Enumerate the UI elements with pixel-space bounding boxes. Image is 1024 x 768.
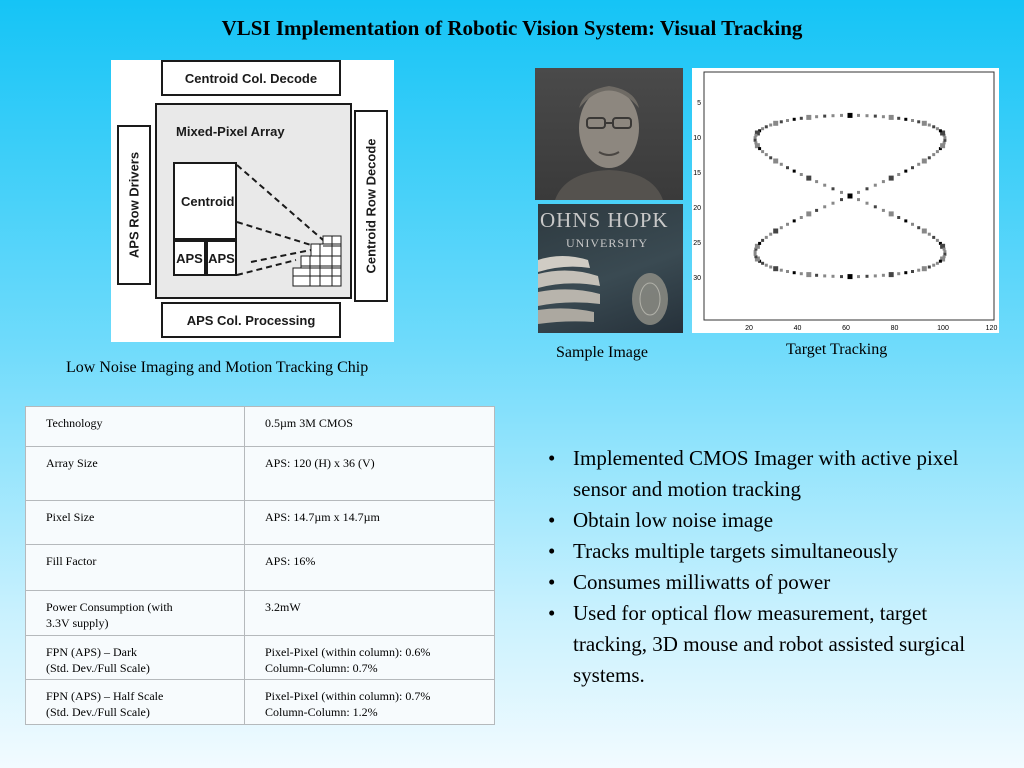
target-tracking-caption: Target Tracking bbox=[786, 341, 888, 358]
track-point bbox=[773, 229, 778, 234]
chip-diagram-lines bbox=[111, 60, 394, 342]
aps-block-1 bbox=[173, 240, 206, 276]
track-point bbox=[769, 266, 772, 269]
spec-value-cell bbox=[245, 545, 495, 591]
track-point bbox=[917, 163, 920, 166]
track-point bbox=[769, 156, 772, 159]
chip-block-diagram bbox=[111, 60, 394, 342]
feature-bullet-list bbox=[548, 443, 998, 691]
track-point bbox=[758, 242, 761, 245]
track-point bbox=[943, 250, 946, 253]
track-point bbox=[823, 205, 826, 208]
track-point bbox=[922, 121, 927, 126]
track-point bbox=[939, 129, 942, 132]
spec-value-cell-line: 0.5µm 3M CMOS bbox=[265, 416, 353, 430]
track-point bbox=[754, 253, 757, 256]
track-point bbox=[815, 115, 818, 118]
track-point bbox=[754, 250, 757, 253]
track-point bbox=[786, 223, 789, 226]
x-tick-label: 60 bbox=[842, 325, 850, 332]
specification-table bbox=[25, 406, 495, 725]
spec-label-cell-line: (Std. Dev./Full Scale) bbox=[46, 661, 150, 675]
track-point bbox=[889, 115, 894, 120]
track-point bbox=[848, 113, 853, 118]
sign-text-1: OHNS HOPK bbox=[540, 208, 669, 232]
track-point bbox=[882, 274, 885, 277]
spec-value-cell bbox=[245, 407, 495, 447]
track-point bbox=[932, 125, 935, 128]
aps-block-2 bbox=[206, 240, 237, 276]
track-point bbox=[823, 184, 826, 187]
track-point bbox=[922, 159, 927, 164]
spec-table-row bbox=[26, 447, 495, 501]
chip-caption: Low Noise Imaging and Motion Tracking Chip bbox=[66, 359, 369, 376]
hand-photo-art bbox=[538, 204, 683, 333]
spec-table-row bbox=[26, 636, 495, 680]
centroid-label: Centroid bbox=[181, 194, 235, 209]
track-point bbox=[897, 117, 900, 120]
track-point bbox=[800, 216, 803, 219]
spec-value-cell-line: APS: 120 (H) x 36 (V) bbox=[265, 456, 375, 470]
track-point bbox=[848, 194, 853, 199]
track-point bbox=[832, 187, 835, 190]
spec-value-cell bbox=[245, 447, 495, 501]
track-point bbox=[773, 159, 778, 164]
track-point bbox=[917, 269, 920, 272]
spec-value-cell bbox=[245, 680, 495, 725]
track-point bbox=[928, 156, 931, 159]
track-point bbox=[917, 226, 920, 229]
track-point bbox=[832, 202, 835, 205]
centroid-col-decode-block bbox=[161, 60, 341, 96]
track-point bbox=[904, 271, 907, 274]
x-tick-label: 20 bbox=[745, 325, 753, 332]
track-point bbox=[904, 170, 907, 173]
track-point bbox=[917, 120, 920, 123]
track-point bbox=[857, 114, 860, 117]
track-point bbox=[761, 127, 764, 130]
track-point bbox=[840, 275, 843, 278]
sample-image-caption: Sample Image bbox=[556, 344, 648, 361]
track-point bbox=[889, 272, 894, 277]
track-point bbox=[765, 153, 768, 156]
track-point bbox=[761, 262, 764, 265]
track-point bbox=[939, 260, 942, 263]
track-point bbox=[866, 202, 869, 205]
track-point bbox=[932, 153, 935, 156]
track-point bbox=[765, 236, 768, 239]
track-point bbox=[866, 275, 869, 278]
spec-label-cell-line: FPN (APS) – Half Scale bbox=[46, 689, 164, 703]
aps-col-processing-block bbox=[161, 302, 341, 338]
track-point bbox=[936, 239, 939, 242]
track-point bbox=[943, 248, 946, 251]
spec-label-cell-line: 3.3V supply) bbox=[46, 616, 109, 630]
track-point bbox=[897, 272, 900, 275]
spec-label-cell bbox=[26, 447, 245, 501]
track-point bbox=[928, 233, 931, 236]
track-point bbox=[936, 262, 939, 265]
y-tick-label: 15 bbox=[693, 170, 701, 177]
track-point bbox=[922, 229, 927, 234]
track-point bbox=[823, 115, 826, 118]
track-point bbox=[840, 114, 843, 117]
track-point bbox=[943, 139, 946, 142]
track-point bbox=[806, 115, 811, 120]
spec-label-cell bbox=[26, 591, 245, 636]
track-point bbox=[874, 184, 877, 187]
track-point bbox=[840, 191, 843, 194]
track-point bbox=[840, 198, 843, 201]
track-point bbox=[806, 211, 811, 216]
track-point bbox=[932, 236, 935, 239]
track-point bbox=[780, 120, 783, 123]
track-point bbox=[928, 124, 931, 127]
track-point bbox=[815, 209, 818, 212]
slide-title: VLSI Implementation of Robotic Vision System: Visual Tracking bbox=[221, 16, 803, 40]
centroid-col-decode-label: Centroid Col. Decode bbox=[184, 70, 318, 86]
track-point bbox=[911, 119, 914, 122]
spec-label-cell bbox=[26, 680, 245, 725]
track-point bbox=[897, 216, 900, 219]
track-point bbox=[773, 121, 778, 126]
spec-label-cell-line: Array Size bbox=[46, 456, 98, 470]
mixed-pixel-array-label: Mixed-Pixel Array bbox=[176, 124, 285, 139]
spec-value-cell bbox=[245, 636, 495, 680]
spec-value-cell-line: Pixel-Pixel (within column): 0.7% bbox=[265, 689, 431, 703]
spec-table-row bbox=[26, 545, 495, 591]
track-point bbox=[773, 266, 778, 271]
track-point bbox=[786, 119, 789, 122]
spec-table-row bbox=[26, 591, 495, 636]
sign-text-2: UNIVERSITY bbox=[566, 236, 648, 250]
aps-row-drivers-label: APS Row Drivers bbox=[126, 151, 142, 259]
track-point bbox=[765, 125, 768, 128]
spec-label-cell bbox=[26, 545, 245, 591]
track-point bbox=[769, 233, 772, 236]
track-point bbox=[832, 114, 835, 117]
y-tick-label: 5 bbox=[697, 100, 701, 107]
track-point bbox=[882, 180, 885, 183]
centroid-row-decode-label: Centroid Row Decode bbox=[363, 138, 379, 274]
x-tick-label: 100 bbox=[937, 325, 949, 332]
track-point bbox=[761, 150, 764, 153]
track-point bbox=[793, 170, 796, 173]
target-tracking-plot bbox=[692, 68, 999, 333]
spec-label-cell-line: Power Consumption (with bbox=[46, 600, 173, 614]
aps-label-2: APS bbox=[208, 250, 235, 266]
track-point bbox=[806, 272, 811, 277]
spec-value-cell-line: Column-Column: 1.2% bbox=[265, 705, 378, 719]
spec-value-cell-line: 3.2mW bbox=[265, 600, 301, 614]
spec-label-cell-line: (Std. Dev./Full Scale) bbox=[46, 705, 150, 719]
sample-image-face bbox=[535, 68, 683, 200]
track-point bbox=[874, 115, 877, 118]
spec-label-cell bbox=[26, 636, 245, 680]
track-point bbox=[866, 187, 869, 190]
track-point bbox=[800, 272, 803, 275]
track-point bbox=[904, 118, 907, 121]
spec-label-cell bbox=[26, 407, 245, 447]
aps-label-1: APS bbox=[176, 250, 203, 266]
track-point bbox=[882, 115, 885, 118]
track-point bbox=[911, 270, 914, 273]
spec-value-cell-line: APS: 16% bbox=[265, 554, 316, 568]
x-tick-label: 80 bbox=[890, 325, 899, 332]
y-tick-label: 20 bbox=[693, 205, 701, 212]
track-point bbox=[786, 270, 789, 273]
y-tick-label: 30 bbox=[693, 275, 701, 282]
track-point bbox=[786, 166, 789, 169]
x-tick-label: 40 bbox=[793, 325, 802, 332]
track-point bbox=[754, 136, 757, 139]
bullet-item: • Tracks multiple targets simultaneously bbox=[548, 536, 998, 567]
y-tick-label: 10 bbox=[693, 135, 701, 142]
aps-row-drivers-block bbox=[117, 125, 151, 285]
track-point bbox=[806, 176, 811, 181]
y-tick-label: 25 bbox=[693, 240, 701, 247]
x-tick-label: 120 bbox=[985, 325, 998, 332]
track-point bbox=[815, 180, 818, 183]
track-point bbox=[857, 198, 860, 201]
track-point bbox=[793, 271, 796, 274]
track-point bbox=[874, 274, 877, 277]
track-point bbox=[936, 150, 939, 153]
track-point bbox=[823, 274, 826, 277]
track-point bbox=[889, 176, 894, 181]
track-point bbox=[769, 124, 772, 127]
centroid-block bbox=[173, 162, 237, 240]
track-point bbox=[758, 147, 761, 150]
track-point bbox=[780, 163, 783, 166]
centroid-row-decode-block bbox=[354, 110, 388, 302]
track-point bbox=[765, 264, 768, 267]
target-tracking-svg bbox=[692, 68, 999, 333]
bullet-item: • Obtain low noise image bbox=[548, 505, 998, 536]
track-point bbox=[936, 127, 939, 130]
track-point bbox=[943, 141, 946, 144]
track-point bbox=[922, 266, 927, 271]
face-photo-art bbox=[535, 68, 683, 200]
track-point bbox=[904, 219, 907, 222]
track-point bbox=[848, 274, 853, 279]
spec-value-cell-line: Pixel-Pixel (within column): 0.6% bbox=[265, 645, 431, 659]
spec-label-cell-line: Technology bbox=[46, 416, 103, 430]
bullet-item: • Used for optical flow measurement, target tracking, 3D mouse and robot assisted surgical systems. bbox=[548, 598, 998, 691]
track-point bbox=[800, 117, 803, 120]
track-point bbox=[932, 264, 935, 267]
track-point bbox=[928, 266, 931, 269]
track-point bbox=[866, 114, 869, 117]
track-point bbox=[761, 239, 764, 242]
spec-label-cell-line: Fill Factor bbox=[46, 554, 97, 568]
track-point bbox=[832, 275, 835, 278]
bullet-item: • Consumes milliwatts of power bbox=[548, 567, 998, 598]
spec-value-cell-line: Column-Column: 0.7% bbox=[265, 661, 378, 675]
track-point bbox=[857, 191, 860, 194]
aps-col-processing-label: APS Col. Processing bbox=[186, 312, 316, 328]
track-point bbox=[800, 173, 803, 176]
spec-table-row bbox=[26, 407, 495, 447]
spec-label-cell-line: FPN (APS) – Dark bbox=[46, 645, 138, 659]
track-point bbox=[754, 139, 757, 142]
sample-image-sign bbox=[538, 204, 683, 333]
track-point bbox=[793, 118, 796, 121]
track-point bbox=[897, 173, 900, 176]
track-point bbox=[793, 219, 796, 222]
track-point bbox=[874, 205, 877, 208]
spec-table-row bbox=[26, 501, 495, 545]
track-point bbox=[815, 274, 818, 277]
track-point bbox=[780, 226, 783, 229]
spec-value-cell bbox=[245, 501, 495, 545]
spec-value-cell-line: APS: 14.7µm x 14.7µm bbox=[265, 510, 380, 524]
spec-value-cell bbox=[245, 591, 495, 636]
bullet-item: • Implemented CMOS Imager with active pixel sensor and motion tracking bbox=[548, 443, 998, 505]
track-point bbox=[857, 275, 860, 278]
track-point bbox=[882, 209, 885, 212]
track-point bbox=[911, 166, 914, 169]
spec-table-row bbox=[26, 680, 495, 725]
track-point bbox=[780, 269, 783, 272]
spec-label-cell-line: Pixel Size bbox=[46, 510, 95, 524]
track-point bbox=[889, 211, 894, 216]
spec-label-cell bbox=[26, 501, 245, 545]
track-point bbox=[911, 223, 914, 226]
